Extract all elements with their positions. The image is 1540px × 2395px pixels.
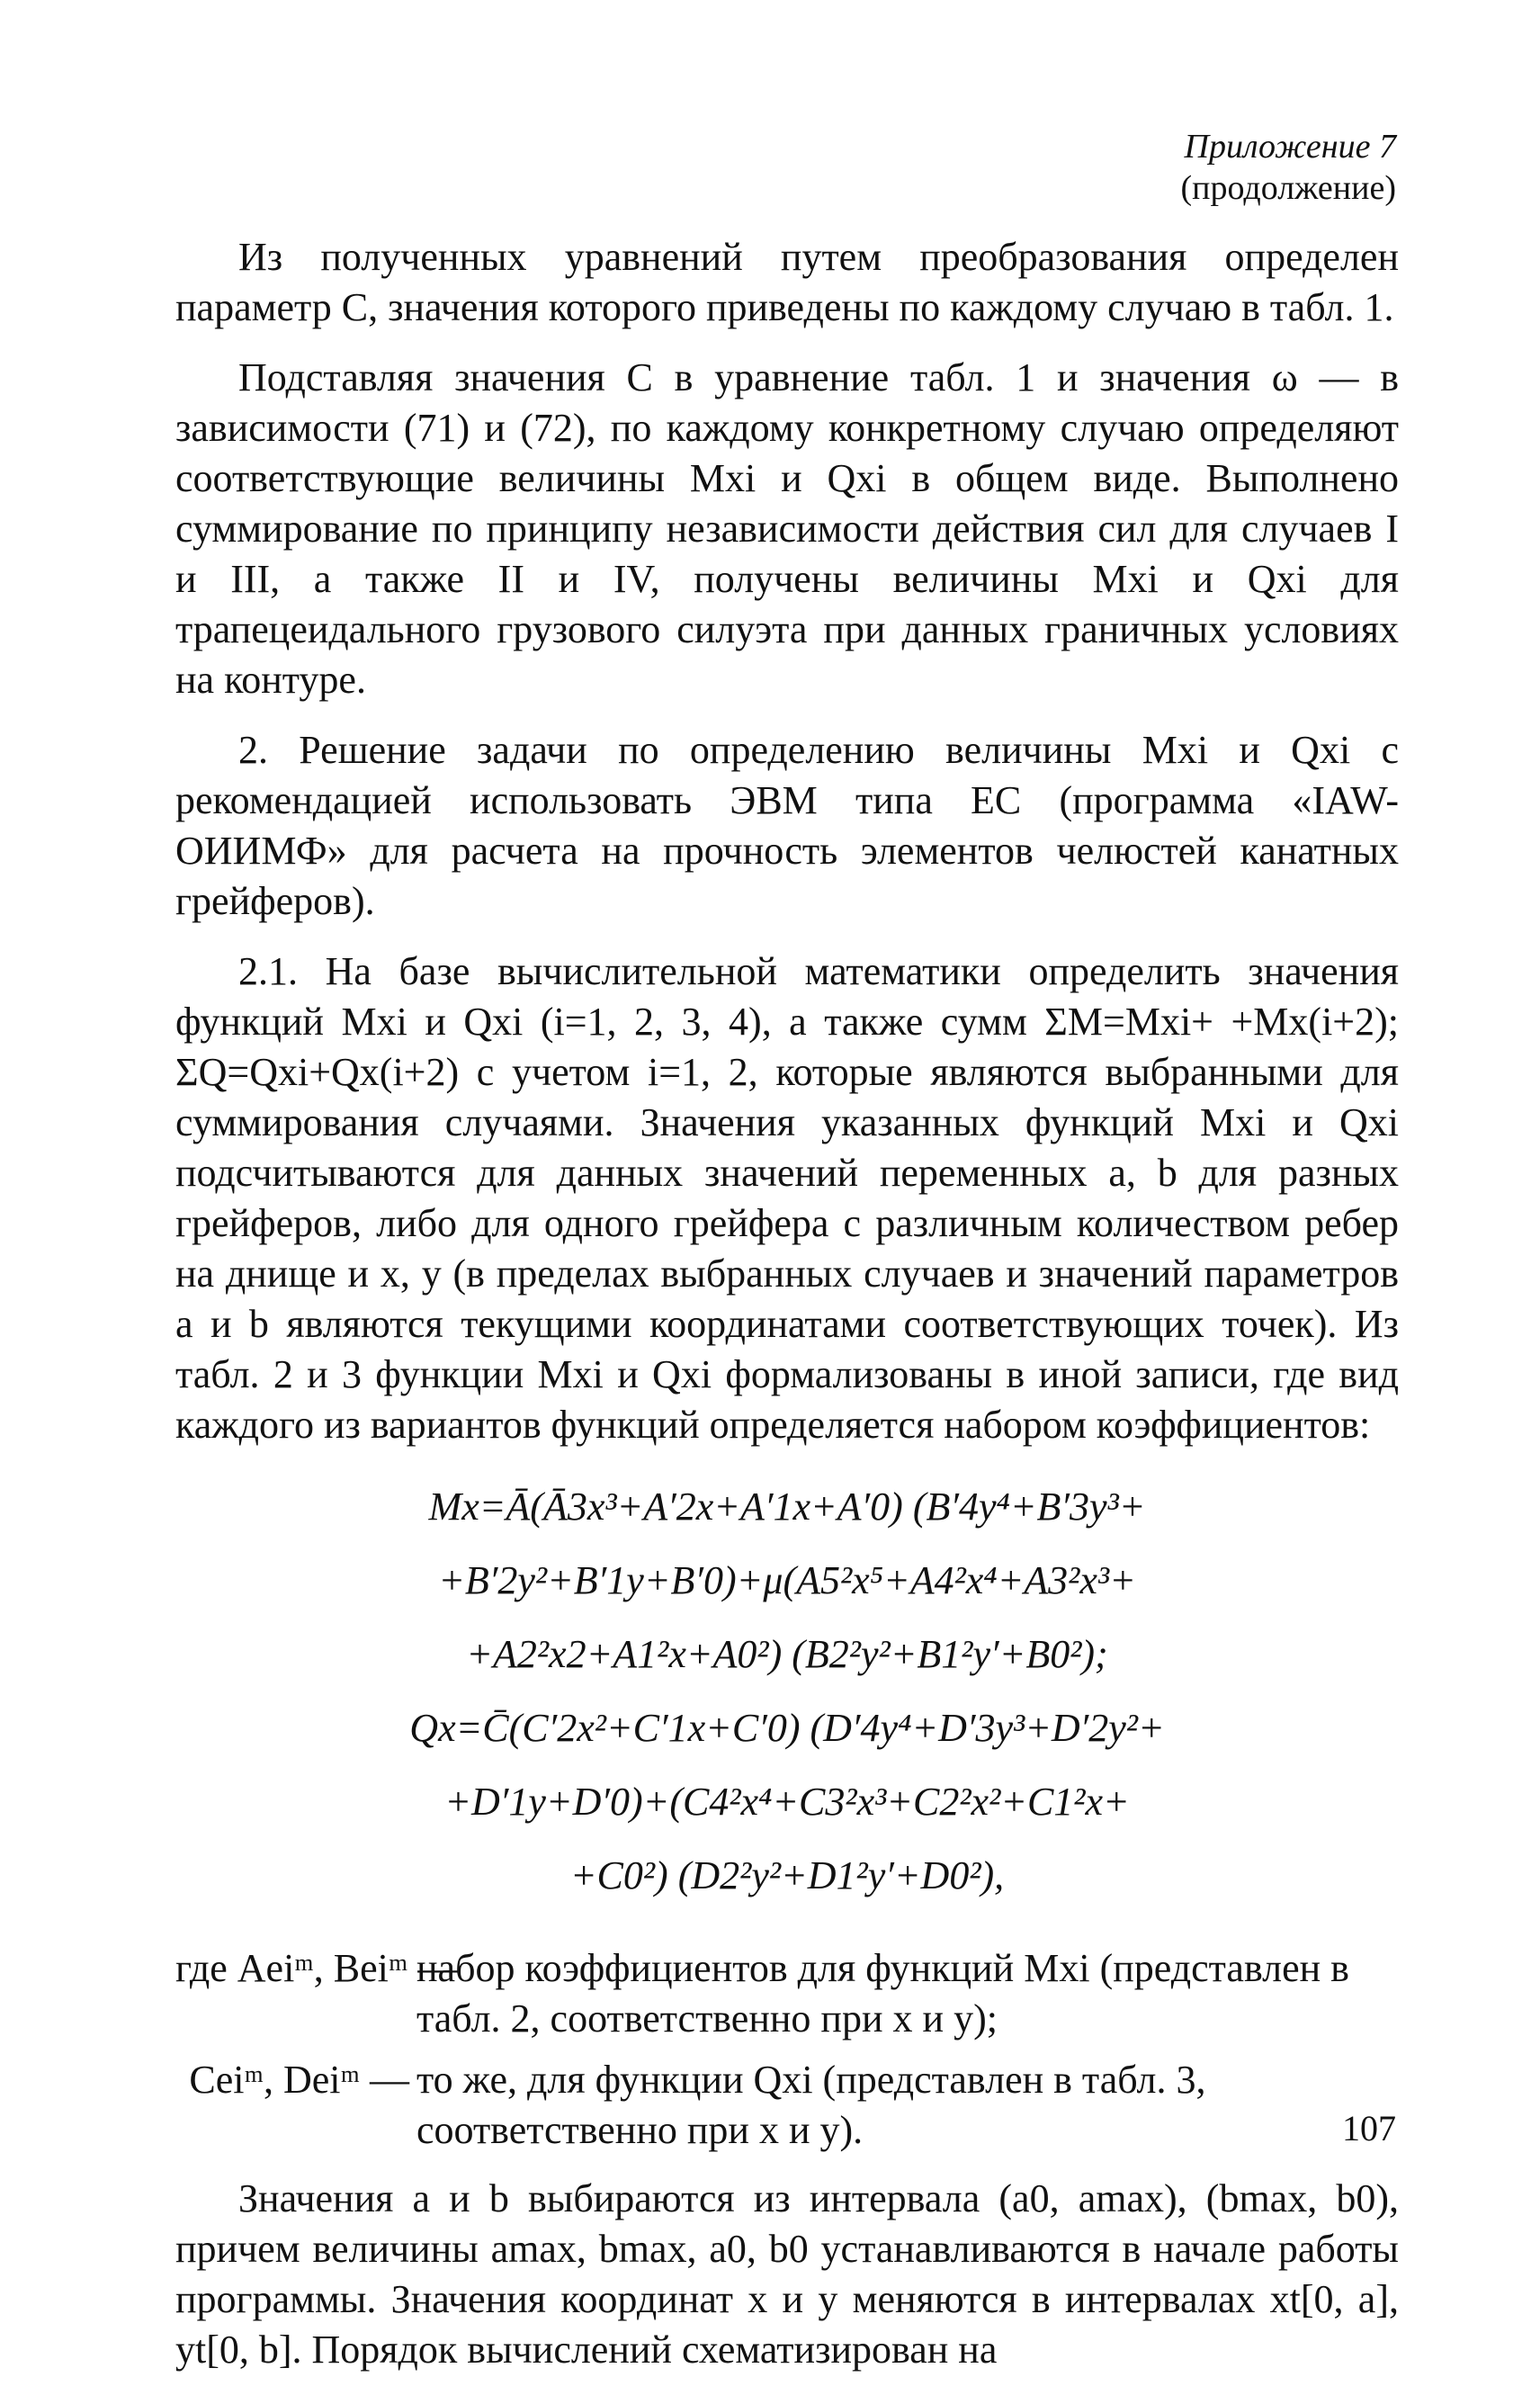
paragraph-3: 2. Решение задачи по определению величины Mxi и Qxi с рекомендацией использовать ЭВМ типа ЕС (программа «IAW-ОИИМФ» для расчета на прочность элементов челюстей канатных грейферов). (175, 728, 1399, 923)
definition-text: набор коэффициентов для функций Mxi (представлен в табл. 2, соответственно при x и y); (416, 1946, 1349, 2041)
definition-row (175, 1943, 1399, 2044)
formula-line-5: +D′1y+D′0)+(C4²x⁴+C3²x³+C2²x²+C1²x+ (444, 1780, 1130, 1824)
definitions (175, 1943, 1399, 2156)
formula-line-1: Mx=Ā(Ā3x³+A′2x+A′1x+A′0) (B′4y⁴+B′3y³+ (428, 1485, 1146, 1529)
body-text (175, 232, 1399, 2395)
paragraph-4: 2.1. На базе вычислительной математики определить значения функций Mxi и Qxi (i=1, 2, 3, 4), а также сумм ΣM=Mxi+ +Mx(i+2); ΣQ=Qxi+Qx(i+2) с учетом i=1, 2, которые являются выбранными для суммирования случаями. Значения указанных функций Mxi и Qxi подсчитываются для данных значений переменных a, b для разных грейферов, либо для одного грейфера с различным количеством ребер на днище и x, y (в пределах выбранных случаев и значений параметров a и b являются текущими координатами соответствующих точек). Из табл. 2 и 3 функции Mxi и Qxi формализованы в иной записи, где вид каждого из вариантов функций определяется набором коэффициентов: (175, 949, 1399, 1447)
page-header (1180, 126, 1396, 209)
definition-row (175, 2055, 1399, 2156)
formula-block (175, 1470, 1399, 1913)
formula-line-4: Qx=C̄(C′2x²+C′1x+C′0) (D′4y⁴+D′3y³+D′2y²+ (409, 1706, 1165, 1750)
formula-line-2: +B′2y²+B′1y+B′0)+μ(A5²x⁵+A4²x⁴+A3²x³+ (438, 1558, 1136, 1602)
continuation-label: (продолжение) (1180, 169, 1396, 207)
formula-line-3: +A2²x2+A1²x+A0²) (B2²y²+B1²y′+B0²); (466, 1632, 1108, 1676)
definition-label: где Aeiᵐ, Beiᵐ — (175, 1946, 458, 1990)
formula-line-6: +C0²) (D2²y²+D1²y′+D0²), (569, 1853, 1005, 1897)
appendix-label: Приложение 7 (1184, 128, 1396, 166)
definition-text: то же, для функции Qxi (представлен в табл. 3, соответственно при x и y). (416, 2058, 1206, 2152)
paragraph-2: Подставляя значения C в уравнение табл. 1 и значения ω — в зависимости (71) и (72), по каждому конкретному случаю определяют соответствующие величины Mxi и Qxi в общем виде. Выполнено суммирование по принципу независимости действия сил для случаев I и III, а также II и IV, получены величины Mxi и Qxi для трапецеидального грузового силуэта при данных граничных условиях на контуре. (175, 355, 1400, 702)
definition-label: Ceiᵐ, Deiᵐ — (189, 2058, 409, 2102)
paragraph-final: Значения a и b выбираются из интервала (a0, amax), (bmax, b0), причем величины amax, bmax, a0, b0 устанавливаются в начале работы программы. Значения координат x и y меняются в интервалах xt[0, a], yt[0, b]. Порядок вычислений схематизирован на (175, 2176, 1399, 2372)
paragraph-1: Из полученных уравнений путем преобразования определен параметр C, значения которого приведены по каждому случаю в табл. 1. (175, 235, 1399, 329)
page-number: 107 (1342, 2108, 1396, 2148)
